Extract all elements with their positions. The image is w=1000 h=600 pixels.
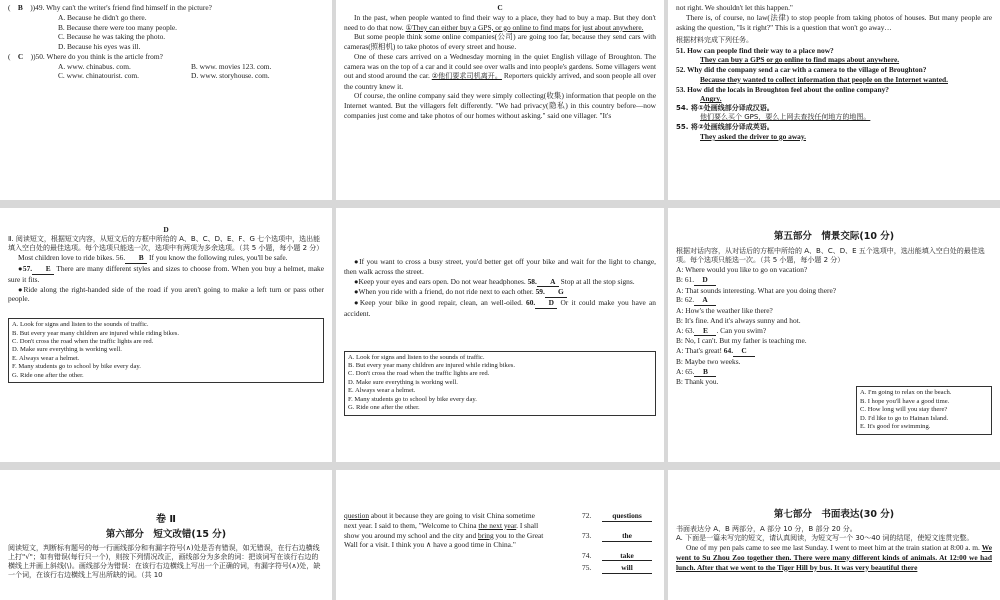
error-correction-answers bbox=[554, 511, 652, 583]
dialogue-line-10: B: Maybe two weeks. bbox=[676, 356, 741, 366]
answer-60: D bbox=[535, 298, 557, 309]
option-e: E. It's good for swimming. bbox=[860, 423, 931, 431]
passage-c-continued: not right. We shouldn't let this happen." bbox=[676, 3, 793, 12]
dialogue-line-12: B: Thank you. bbox=[676, 377, 719, 387]
option-c: C. Don't cross the road when the traffic lights are red. bbox=[12, 337, 154, 345]
answer-62: A bbox=[694, 295, 716, 306]
question-54: 54. 将①处画线部分译成汉语。 bbox=[676, 104, 774, 113]
option-e: E. Always wear a helmet. bbox=[348, 387, 416, 395]
q49-option-c: C. Because he was taking the photo. bbox=[58, 32, 166, 42]
option-c: C. How long will you stay there? bbox=[860, 406, 948, 414]
option-f: F. Many students go to school by bike every day. bbox=[348, 395, 477, 403]
dialogue-line-65: A: 65. B bbox=[676, 367, 992, 378]
option-a: A. I'm going to relax on the beach. bbox=[860, 389, 952, 396]
option-b: B. But every year many children are injured while riding bikes. bbox=[12, 329, 179, 337]
panel-questions-51-55 bbox=[668, 0, 1000, 200]
question-49: ( B ))49. Why can't the writer's friend find himself in the picture? bbox=[8, 3, 212, 12]
passage-c-para3: One of these cars arrived on a Wednesday morning in the quiet English village of Broughton. The camera was on the top of a car and it could see over walls and into people's gardens. Some villagers went out and stood around the car. ②他们要求司机离开。 Reporters quickly arrived, and soon people all over the country knew it. bbox=[344, 51, 657, 91]
dialogue-line-64: A: That's great! 64. C bbox=[676, 346, 992, 357]
panel-error-correction-intro bbox=[0, 470, 332, 600]
answer-52: Because they wanted to collect information that people on the Internet wanted. bbox=[700, 74, 948, 84]
question-52: 52. Why did the company send a car with a camera to the village of Broughton? bbox=[676, 65, 927, 75]
underlined-sentence-1: ①They can either buy a GPS, or go online to find maps for just about anywhere. bbox=[405, 22, 644, 32]
option-c: C. Don't cross the road when the traffic lights are red. bbox=[348, 370, 490, 378]
question-55: 55. 将②处画线部分译成英语。 bbox=[676, 122, 774, 131]
underlined-sentence-2: ②他们要求司机离开。 bbox=[431, 72, 502, 81]
task-instruction: 根据材料完成下列任务。 bbox=[676, 36, 753, 45]
q50-options-row1: A. www. chinabus. com. B. www. movies 123. com. bbox=[58, 61, 272, 71]
passage-c-para2: But some people think some online companies(公司) are going too far, because they send cars with cameras(照相机) to take photos of every street and house. bbox=[344, 32, 656, 52]
option-g: G. Ride one after the other. bbox=[348, 404, 420, 412]
panel-writing bbox=[668, 470, 1000, 600]
option-g: G. Ride one after the other. bbox=[12, 371, 84, 379]
q49-option-a: A. Because he didn't go there. bbox=[58, 12, 147, 22]
sentence-58: ●Keep your eyes and ears open. Do not wear headphones. 58. A Stop at all the stop signs. bbox=[354, 276, 635, 286]
q50-options-row2: C. www. chinatourist. com. D. www. storyhouse. com. bbox=[58, 71, 270, 81]
answer-51: They can buy a GPS or go online to find maps about anywhere. bbox=[700, 55, 900, 65]
options-box-d bbox=[8, 318, 324, 383]
options-box-dialogue bbox=[856, 386, 992, 435]
answer-64: C bbox=[733, 346, 755, 357]
sentence-rule-ride-right: ●Ride along the right-handed side of the road if you aren't going to make a left turn or pass other people. bbox=[8, 284, 324, 304]
dialogue-line-3: A: That sounds interesting. What are you doing there? bbox=[676, 285, 837, 295]
volume-2-title: 卷 Ⅱ bbox=[155, 514, 177, 525]
dialogue-line-1: A: Where would you like to go on vacation? bbox=[676, 265, 808, 274]
section-6-instruction: 阅读短文，判断标有题号的每一行画线部分和有漏字符号(∧)处是否有错误，如无错误，在行右边横线上打"√"；如有错误(每行只一个)，则按下列情况改正，画线部分为多余的词：把该词写在该行右边的横线上并画上斜线(\)。画线部分为错误：在该行右边横线上写出一个正确的词，有漏字符号(∧)处，缺一个词，在该行右边横线上写出所缺的词。（共 10 bbox=[8, 543, 321, 580]
question-50: ( C ))50. Where do you think is the article from? bbox=[8, 51, 163, 61]
section-5-instruction: 根据对话内容，从对话后的方框中所给的 A、B、C、D、E 五个选项中，选出能填入空白处的最佳选项。每个选项只能选一次。（共 5 小题，每小题 2 分） bbox=[676, 246, 985, 264]
passage-c-para5: There is, of course, no law(法律) to stop people from taking photos of houses. But many people are asking the question, "Is it right?" This is a question that won't go away… bbox=[676, 12, 992, 32]
option-f: F. Many students go to school by bike every day. bbox=[12, 363, 141, 371]
dialogue-line-5: A: How's the weather like there? bbox=[676, 306, 773, 316]
option-a: A. Look for signs and listen to the sounds of traffic. bbox=[348, 353, 485, 361]
section-6-title: 第六部分 短文改错(15 分) bbox=[105, 529, 227, 541]
passage-c-para1: In the past, when people wanted to find their way to a place, they had to buy a map. But they don't need to do that now. ①They can either buy a GPS, or go online to find maps for just about anywhere. bbox=[344, 12, 656, 32]
question-51: 51. How can people find their way to a place now? bbox=[676, 45, 834, 55]
answer-59: G bbox=[545, 287, 567, 298]
section-5-title: 第五部分 情景交际(10 分) bbox=[773, 231, 895, 242]
answer-row-75: 75. will bbox=[582, 563, 652, 574]
sentence-59: ●When you ride with a friend, do not ride next to each other. 59. G bbox=[344, 287, 656, 298]
passage-d-heading: D bbox=[163, 225, 169, 234]
q49-option-b: B. Because there were too many people. bbox=[58, 22, 178, 32]
panel-situational-dialogue bbox=[668, 208, 1000, 462]
option-e: E. Always wear a helmet. bbox=[12, 354, 80, 362]
answer-58: A bbox=[537, 277, 559, 288]
panel-passage-c bbox=[336, 0, 664, 200]
writing-instruction-2: A. 下面是一篇未写完的短文，请认真阅读，为短文写一个 30～40 词的结尾，使短文连贯完整。 bbox=[676, 533, 974, 542]
answer-57: E bbox=[32, 264, 54, 275]
answer-row-72: 72. questions bbox=[582, 511, 652, 522]
answer-65: B bbox=[694, 367, 716, 378]
panel-error-correction-text bbox=[336, 470, 664, 600]
answer-63: E bbox=[694, 326, 716, 337]
section-7-title: 第七部分 书面表达(30 分) bbox=[773, 509, 895, 520]
answer-row-73: 73. the bbox=[582, 531, 652, 542]
writing-passage: One of my pen pals came to see me last Sunday. I went to meet him at the train station at 8:00 a. m. We went to Su Zhou Zoo together then. There were many different kinds of animals. At 12:00 we had lunch. After that we went to the Tiger Hill by bus. It was very beautiful there bbox=[676, 543, 992, 572]
writing-instruction-1: 书面表达分 A、B 两部分，A 部分 10 分，B 部分 20 分。 bbox=[676, 524, 857, 533]
error-correction-body bbox=[344, 511, 656, 583]
sentence-57: ●57. E There are many different styles and sizes to choose from. When you buy a helmet, make sure it fits. bbox=[8, 264, 324, 284]
sentence-60: ●Keep your bike in good repair, clean, an well-oiled. 60. D Or it could make you have an accident. bbox=[344, 298, 656, 318]
passage-c-para4: Of course, the online company said they were simply collecting(收集) information that people on the Internet wanted. But the villagers felt differently. "We had privacy(隐私) in this country before—now companies just come and take photos of our homes without asking." said one villager. "It's bbox=[344, 91, 656, 120]
sentence-56: Most children love to ride bikes. 56. B If you know the following rules, you'll be safe. bbox=[18, 253, 288, 263]
passage-c-heading: C bbox=[497, 3, 503, 12]
options-box-d-repeat bbox=[344, 351, 656, 416]
dialogue-line-63: A: 63. E . Can you swim? bbox=[676, 325, 767, 335]
option-d: D. Make sure everything is working well. bbox=[348, 378, 458, 386]
panel-passage-d bbox=[0, 208, 332, 462]
option-d: D. I'd like to go to Hainan Island. bbox=[860, 414, 949, 422]
option-d: D. Make sure everything is working well. bbox=[12, 346, 122, 354]
answer-61: D bbox=[694, 275, 716, 286]
rule-cross-street: ●If you want to cross a busy street, you'd better get off your bike and wait for the light to change, then walk across the street. bbox=[344, 257, 656, 276]
answer-55: They asked the driver to go away. bbox=[700, 131, 807, 141]
answer-53: Angry. bbox=[700, 94, 722, 104]
q49-option-d: D. Because his eyes was ill. bbox=[58, 42, 141, 52]
panel-questions-49-50 bbox=[0, 0, 332, 200]
option-b: B. I hope you'll have a good time. bbox=[860, 397, 950, 405]
passage-d-instruction: Ⅱ. 阅读短文，根据短文内容，从短文后的方框中所给的 A、B、C、D、E、F、G 七个选项中，选出能填入空白处的最佳选项。每个选项只能选一次，选项中有两项为多余选项。（共 5 小题，每小题 2 分） bbox=[8, 234, 324, 252]
option-b: B. But every year many children are injured while riding bikes. bbox=[348, 362, 515, 370]
dialogue-line-62: B: 62. A bbox=[676, 295, 992, 306]
option-a: A. Look for signs and listen to the sounds of traffic. bbox=[12, 321, 149, 329]
dialogue-line-61: B: 61. D bbox=[676, 275, 992, 286]
error-correction-passage: question about it because they are going to visit China sometime next year. I said to them, "Welcome to China the next year. I shall show you around my school and the city and bring you to the Great Wall for a visit. I think you ∧ have a good time in China." bbox=[344, 511, 544, 550]
answer-54: 他们要么买个 GPS，要么上网去查找任何地方的地图。 bbox=[700, 113, 871, 122]
answer-row-74: 74. take bbox=[582, 551, 652, 562]
dialogue-line-8: B: No, I can't. But my father is teaching me. bbox=[676, 336, 807, 346]
answer-56: B bbox=[125, 253, 147, 264]
dialogue-line-6: B: It's fine. And it's always sunny and hot. bbox=[676, 315, 801, 325]
panel-passage-d-continued bbox=[336, 208, 664, 462]
question-53: 53. How did the locals in Broughton feel about the online company? bbox=[676, 84, 889, 94]
